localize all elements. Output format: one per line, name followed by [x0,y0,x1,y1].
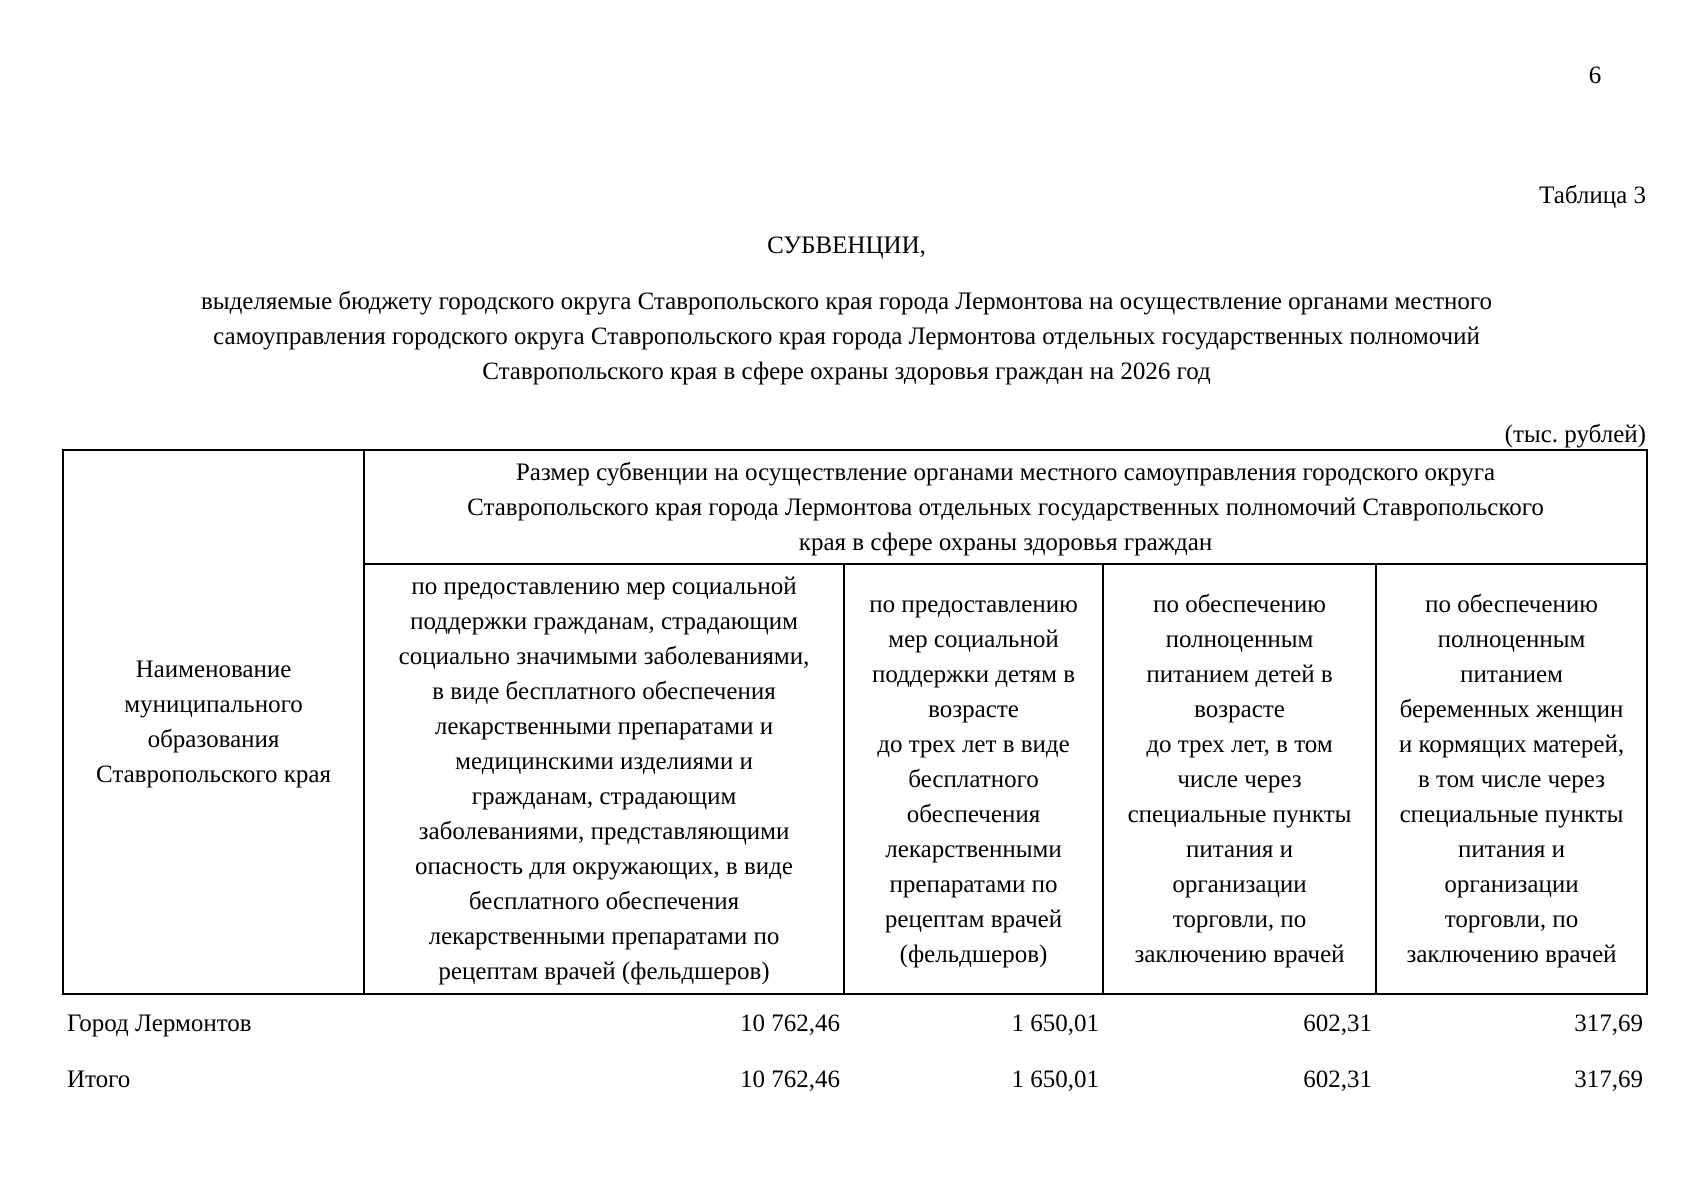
header-line: возрасте [1194,695,1285,723]
total-row [63,1051,1647,1107]
column-header-children-medicines [844,564,1103,994]
value-cell: 10 762,46 [740,1009,840,1037]
value-cell: 317,69 [1574,1009,1644,1037]
table-row [63,994,1647,1051]
header-line: рецептам врачей (фельдшеров) [438,958,770,985]
header-line: и кормящих матерей, [1398,730,1625,758]
header-line: возрасте [928,695,1019,723]
total-value-cell: 602,31 [1303,1065,1372,1093]
header-line: питания и [1186,835,1293,863]
header-line: гражданам, страдающим [471,783,737,810]
header-line: организации [1172,870,1307,898]
header-line: торговли, по [1444,905,1579,933]
column-header-mothers-nutrition [1376,564,1647,994]
header-line: края в сфере охраны здоровья граждан [798,528,1213,556]
header-line: обеспечения [906,800,1041,828]
header-line: питания и [1458,835,1565,863]
header-line: заключению врачей [1406,940,1617,968]
header-line: по обеспечению [1425,590,1598,618]
header-line: Ставропольского края [96,761,331,788]
header-line: заболеваниями, представляющими [418,818,790,845]
header-line: лекарственными [885,835,1062,863]
header-line: бесплатного [908,765,1039,793]
header-line: в виде бесплатного обеспечения [432,678,776,705]
header-line: лекарственными препаратами и [434,713,774,740]
document-subtitle [100,284,1593,389]
header-line: питанием [1460,660,1563,688]
column-header-social-support [364,564,844,994]
document-title: СУБВЕНЦИИ, [767,232,926,259]
subsidy-group-header [364,450,1647,564]
page-number: 6 [1588,62,1602,89]
table-label: Таблица 3 [1539,182,1646,209]
header-line: по обеспечению [1153,590,1326,618]
header-line: питанием детей в [1146,660,1333,688]
header-line: по предоставлению мер социальной [411,573,797,600]
header-line: до трех лет в виде [877,730,1070,758]
header-line: препаратами по [889,870,1058,898]
header-line: торговли, по [1172,905,1307,933]
header-line: беременных женщин [1399,695,1624,723]
units-label: (тыс. рублей) [1504,421,1646,448]
total-value-cell: 1 650,01 [1011,1065,1099,1093]
header-line: медицинскими изделиями и [455,748,753,775]
header-line: поддержки гражданам, страдающим [410,608,798,635]
header-line: Размер субвенции на осуществление органами местного самоуправления городского округа [515,458,1496,486]
total-label-cell: Итого [67,1065,131,1093]
header-line: специальные пункты [1127,800,1352,828]
header-line: полноценным [1165,625,1314,653]
subtitle-line: Ставропольского края в сфере охраны здоровья граждан на 2026 год [482,358,1211,385]
header-line: до трех лет, в том [1146,730,1333,758]
header-line: бесплатного обеспечения [468,888,740,915]
subtitle-line: выделяемые бюджету городского округа Ставропольского края города Лермонтова на осуществление органами местного [200,288,1493,315]
column-header-children-nutrition [1103,564,1376,994]
header-line: Ставропольского края города Лермонтова отдельных государственных полномочий Ставропольского [467,493,1544,521]
header-line: рецептам врачей [884,905,1063,933]
subtitle-line: самоуправления городского округа Ставропольского края города Лермонтова отдельных государственных полномочий [213,323,1480,350]
header-line: специальные пункты [1399,800,1624,828]
header-line: (фельдшеров) [899,940,1048,968]
header-line: Наименование [135,656,292,683]
subsidies-table [62,449,1648,1107]
table-header-row [63,450,1647,564]
municipality-name-header [63,450,364,994]
header-line: полноценным [1437,625,1586,653]
header-line: по предоставлению [869,590,1078,618]
header-line: мер социальной [888,625,1059,653]
municipality-name-cell: Город Лермонтов [67,1009,252,1037]
value-cell: 602,31 [1303,1009,1372,1037]
header-line: заключению врачей [1134,940,1345,968]
header-line: опасность для окружающих, в виде [415,853,793,880]
header-line: муниципального [124,691,303,718]
header-line: организации [1444,870,1579,898]
header-line: социально значимыми заболеваниями, [398,643,810,670]
header-line: в том числе через [1417,765,1606,793]
value-cell: 1 650,01 [1011,1009,1099,1037]
header-line: образования [147,726,280,753]
total-value-cell: 10 762,46 [740,1065,840,1093]
header-line: числе через [1177,765,1302,793]
total-value-cell: 317,69 [1574,1065,1644,1093]
header-line: поддержки детям в [871,660,1076,688]
header-line: лекарственными препаратами по [428,923,780,950]
